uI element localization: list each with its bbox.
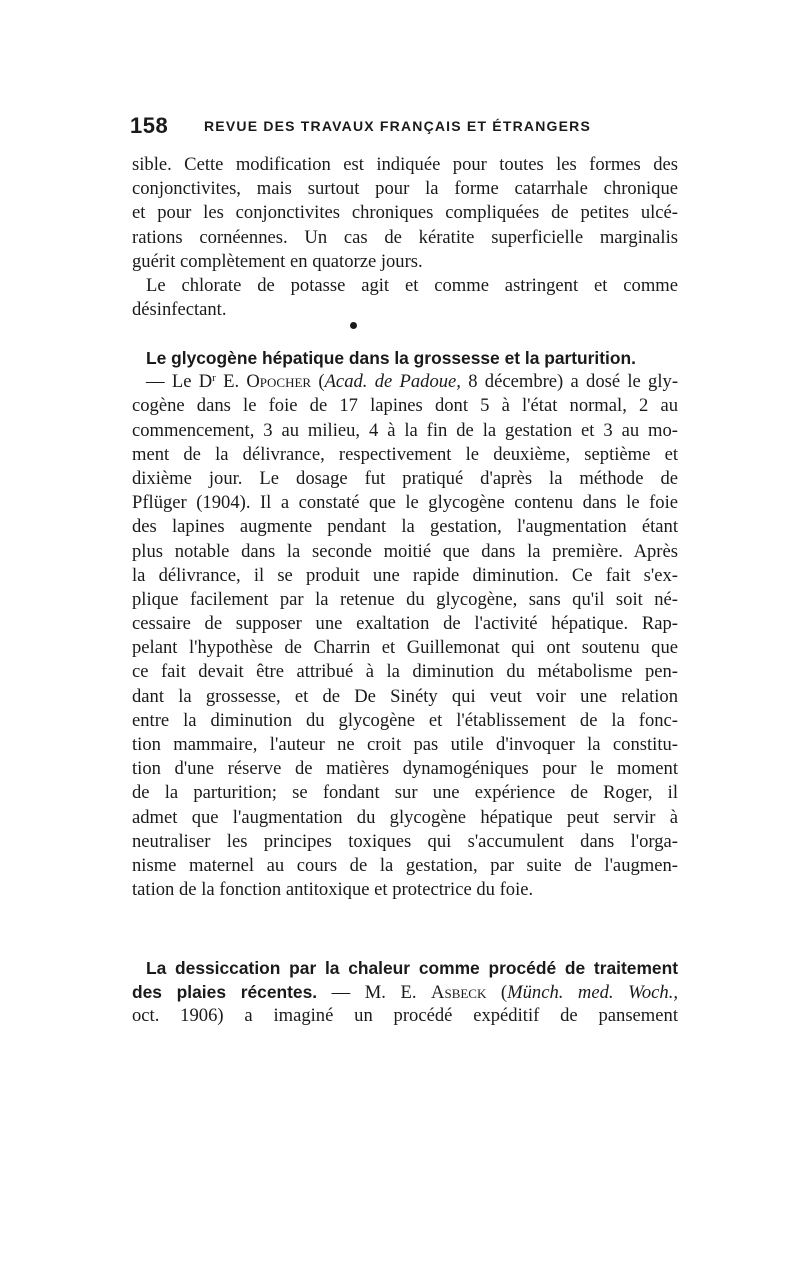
text-line: de la parturition; se fondant sur une expérience de Roger, il <box>132 782 678 804</box>
text-line: tion d'une réserve de matières dynamogéniques pour le moment <box>132 758 678 780</box>
text-line: entre la diminution du glycogène et l'établissement de la fonc- <box>132 709 678 731</box>
byline-rest: 8 décembre) a dosé le gly- <box>468 371 679 393</box>
page-number: 158 <box>130 113 169 138</box>
text-line: dant la grossesse, et de De Sinéty qui veut voir une relation <box>132 685 678 707</box>
article-title: Le glycogène hépatique dans la grossesse et la parturition. <box>146 348 636 368</box>
text-line: et pour les conjonctivites chroniques compliquées de petites ulcé- <box>132 202 678 224</box>
text-line: tion mammaire, l'auteur ne croit pas utile d'invoquer la constitu- <box>132 734 678 755</box>
article-dessiccation <box>132 956 678 1029</box>
text-line: des lapines augmente pendant la gestation, l'augmentation étant <box>132 516 678 538</box>
text-line: cessaire de supposer une exaltation de l'activité hépatique. Rap- <box>132 613 678 635</box>
text-line: ce fait devait être attribué à la diminution du métabolisme pen- <box>132 661 678 683</box>
article-title: La dessiccation par la chaleur comme procédé de traitement <box>146 958 678 978</box>
text-line: tation de la fonction antitoxique et protectrice du foie. <box>132 879 534 901</box>
article-title-cont: des plaies récentes. <box>132 982 318 1003</box>
text-line: admet que l'augmentation du glycogène hépatique peut servir à <box>132 806 678 828</box>
text-line: pelant l'hypothèse de Charrin et Guillemonat qui ont soutenu que <box>132 637 678 659</box>
text-line: plus notable dans la seconde moitié que dans la première. Après <box>132 540 678 562</box>
text-line: oct. 1906) a imaginé un procédé expéditif de pansement <box>132 1005 678 1027</box>
text-line: sible. Cette modification est indiquée pour toutes les formes des <box>132 154 678 175</box>
separator-dot <box>350 322 357 329</box>
text-line: Le chlorate de potasse agit et comme astringent et comme <box>146 274 678 296</box>
byline: — Le $D^r$ E. Opocher (Acad. de Padoue, 8 décembre) a dosé le gly- <box>146 371 679 393</box>
text-line: désinfectant. <box>132 299 227 321</box>
byline-dash: — M. E. <box>331 982 417 1004</box>
author-name: Asbeck <box>431 982 487 1004</box>
text-line: rations cornéennes. Un cas de kératite superficielle marginalis <box>132 226 678 248</box>
running-head: REVUE DES TRAVAUX FRANÇAIS ET ÉTRANGERS <box>204 118 591 134</box>
text-line: cogène dans le foie de 17 lapines dont 5 à l'état normal, 2 au <box>132 395 678 417</box>
text-line: dixième jour. Le dosage fut pratiqué d'après la méthode de <box>132 467 678 489</box>
article-glycogene <box>132 346 678 902</box>
byline-prefix: — Le D <box>146 371 213 393</box>
source-citation: Acad. de Padoue, <box>324 371 461 393</box>
source-citation: Münch. med. Woch., <box>507 982 679 1004</box>
paragraph-conjonctivites <box>132 153 678 322</box>
text-line: la délivrance, il se produit une rapide diminution. Ce fait s'ex- <box>132 564 678 586</box>
text-line: Pflüger (1904). Il a constaté que le glycogène contenu dans le foie <box>132 492 678 514</box>
text-line: plique facilement par la retenue du glycogène, sans qu'il soit né- <box>132 588 678 610</box>
text-line: neutraliser les principes toxiques qui s'accumulent dans l'orga- <box>132 830 678 852</box>
text-line: guérit complètement en quatorze jours. <box>132 250 423 272</box>
byline: des plaies récentes. — M. E. Asbeck (Münch. med. Woch., <box>132 982 679 1004</box>
page-header <box>130 113 678 143</box>
text-line: commencement, 3 au milieu, 4 à la fin de la gestation et 3 au mo- <box>132 419 678 441</box>
author-name: E. Opocher <box>223 371 312 393</box>
text-line: conjonctivites, mais surtout pour la forme catarrhale chronique <box>132 178 678 200</box>
byline-sup: r <box>212 372 216 385</box>
text-line: nisme maternel au cours de la gestation, par suite de l'augmen- <box>132 854 678 876</box>
text-line: ment de la délivrance, respectivement le deuxième, septième et <box>132 443 678 465</box>
